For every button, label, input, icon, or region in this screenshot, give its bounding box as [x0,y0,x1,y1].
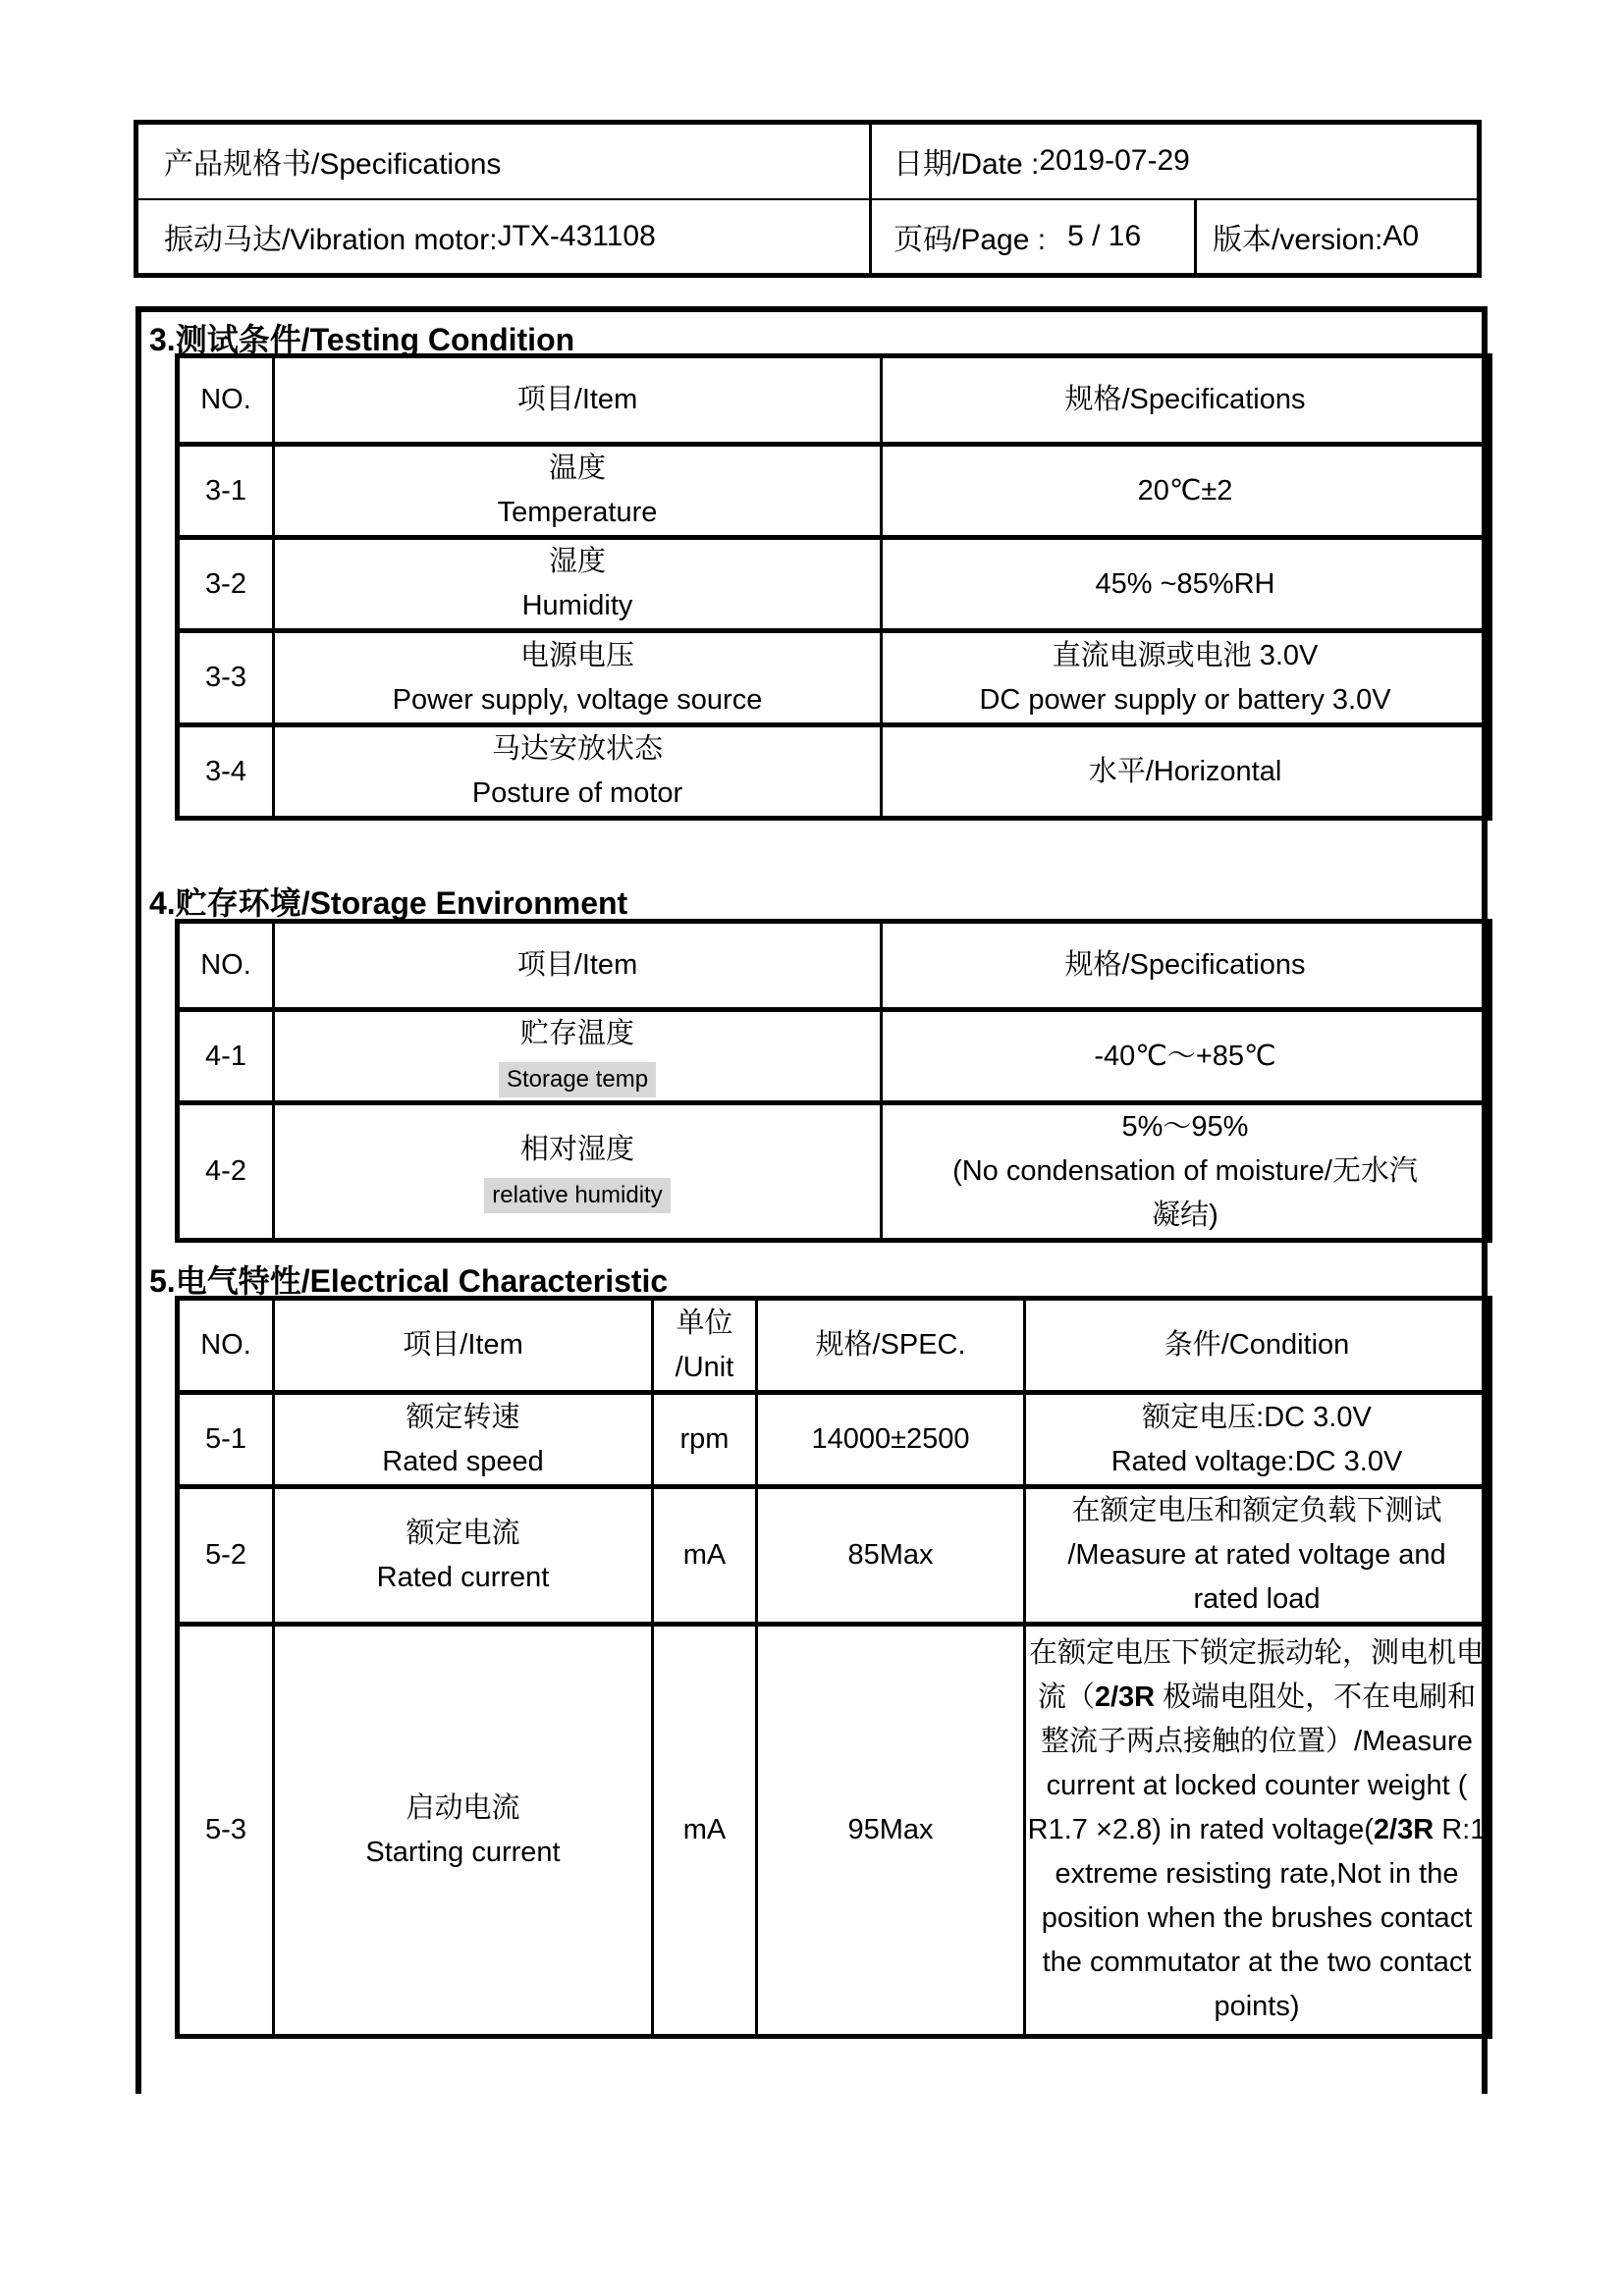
table-row [178,1487,1490,1625]
doc-header-row-2 [138,200,1477,274]
section5-header-row [178,1299,1490,1393]
spec-cell: -40℃～+85℃ [882,1010,1490,1103]
item-header-cell: 项目/Item [274,1299,653,1393]
unit-cell: rpm [653,1393,757,1487]
version-label: 版本/version: [1213,223,1383,256]
item-en: Rated current [376,1561,550,1593]
no-cell: 4-1 [178,1010,274,1103]
item-header-cell: 项目/Item [274,356,882,445]
product-label: 振动马达/Vibration motor: [164,223,498,256]
spec-header-cell: 规格/SPEC. [757,1299,1025,1393]
item-en: Starting current [365,1836,561,1868]
condition-cell [1025,1393,1490,1487]
no-header-cell: NO. [178,1299,274,1393]
no-cell: 3-1 [178,445,274,538]
spec-zh: 直流电源或电池 3.0V [1052,639,1319,671]
spec-cell: 14000±2500 [757,1393,1025,1487]
section4-table [175,919,1492,1243]
section5-title: 5.电气特性/Electrical Characteristic [149,1263,669,1299]
no-cell: 3-2 [178,538,274,631]
item-cell [274,445,882,538]
table-row [178,725,1490,819]
page-label: 页码/Page : [893,223,1047,256]
table-row [178,1393,1490,1487]
spec-cell [882,1103,1490,1241]
item-en: Humidity [521,590,633,621]
condition-cell [1025,1487,1490,1625]
table-row [178,631,1490,725]
table-row [178,1010,1490,1103]
item-cell [274,1103,882,1241]
doc-header-table [134,120,1482,278]
version-value: A0 [1382,219,1420,252]
item-cell [274,631,882,725]
version-cell [1197,200,1477,274]
condition-line: rated load [1193,1583,1321,1615]
item-zh: 温度 [548,453,606,484]
page-number-cell [872,200,1197,274]
section3-title: 3.测试条件/Testing Condition [149,322,575,357]
item-zh: 马达安放状态 [491,733,663,765]
section3-table [175,353,1492,821]
item-en-highlighted: Storage temp [499,1062,656,1097]
no-cell: 3-4 [178,725,274,819]
item-zh: 电源电压 [519,639,634,671]
item-cell [274,1625,653,2037]
condition-cell: 在额定电压下锁定振动轮，测电机电流（2/3R 极端电阻处，不在电刷和整流子两点接触的位置）/Measure current at locked counter weight ( R1.7 ×2.8) in rated voltage(2/3R R:1 extreme resisting rate,Not in the position when the brushes contact the commutator at the two contact points) [1025,1625,1490,2037]
spec-cell: 20℃±2 [882,445,1490,538]
doc-header-row-1 [138,125,1477,200]
no-header-cell: NO. [178,356,274,445]
unit-header-line: 单位 [676,1307,733,1339]
spec-en: DC power supply or battery 3.0V [979,683,1391,716]
section3-header-row [178,356,1490,445]
item-zh: 启动电流 [406,1791,520,1824]
no-cell: 4-2 [178,1103,274,1241]
unit-header-line: /Unit [675,1351,734,1383]
spec-line: (No condensation of moisture/无水汽 [952,1155,1418,1187]
condition-line: Rated voltage:DC 3.0V [1110,1445,1403,1477]
date-cell [872,125,1477,198]
spec-cell [882,631,1490,725]
unit-cell: mA [653,1487,757,1625]
product-cell [138,200,872,274]
condition-line: 额定电压:DC 3.0V [1142,1401,1372,1433]
condition-header-cell: 条件/Condition [1025,1299,1490,1393]
no-cell: 5-2 [178,1487,274,1625]
item-header-cell: 项目/Item [274,922,882,1010]
table-row [178,1625,1490,2037]
date-label: 日期/Date : [893,148,1040,182]
table-row [178,1103,1490,1241]
spec-cell: 85Max [757,1487,1025,1625]
spec-cell: 水平/Horizontal [882,725,1490,819]
doc-title-cell [138,125,872,198]
item-en: Temperature [497,497,658,528]
doc-title: 产品规格书/Specifications [164,148,502,182]
item-cell [274,725,882,819]
date-value: 2019-07-29 [1039,144,1190,178]
item-en: Rated speed [382,1445,544,1477]
condition-line: 在额定电压和额定负载下测试 [1071,1495,1442,1526]
no-header-cell: NO. [178,922,274,1010]
page-value: 5 / 16 [1067,219,1142,252]
section4-header-row [178,922,1490,1010]
spec-header-cell: 规格/Specifications [882,922,1490,1010]
unit-cell: mA [653,1625,757,2037]
item-en-highlighted: relative humidity [484,1178,670,1213]
item-zh: 贮存温度 [519,1018,634,1049]
unit-header-cell [653,1299,757,1393]
no-cell: 5-1 [178,1393,274,1487]
no-cell: 3-3 [178,631,274,725]
item-zh: 湿度 [548,546,606,577]
item-zh: 额定电流 [406,1517,520,1549]
item-en: Power supply, voltage source [392,683,763,716]
section4-title: 4.贮存环境/Storage Environment [149,885,628,921]
item-zh: 相对湿度 [519,1133,634,1165]
item-cell [274,1487,653,1625]
item-en: Posture of motor [471,777,683,809]
item-cell [274,538,882,631]
item-cell [274,1393,653,1487]
section5-table [175,1296,1492,2039]
table-row [178,445,1490,538]
condition-line: /Measure at rated voltage and [1067,1539,1446,1571]
spec-cell: 45% ~85%RH [882,538,1490,631]
spec-line: 5%～95% [1121,1111,1249,1143]
spec-header-cell: 规格/Specifications [882,356,1490,445]
table-row [178,538,1490,631]
spec-line: 凝结) [1152,1200,1218,1231]
spec-cell: 95Max [757,1625,1025,2037]
product-value: JTX-431108 [497,219,656,252]
item-cell [274,1010,882,1103]
item-zh: 额定转速 [406,1401,520,1433]
no-cell: 5-3 [178,1625,274,2037]
